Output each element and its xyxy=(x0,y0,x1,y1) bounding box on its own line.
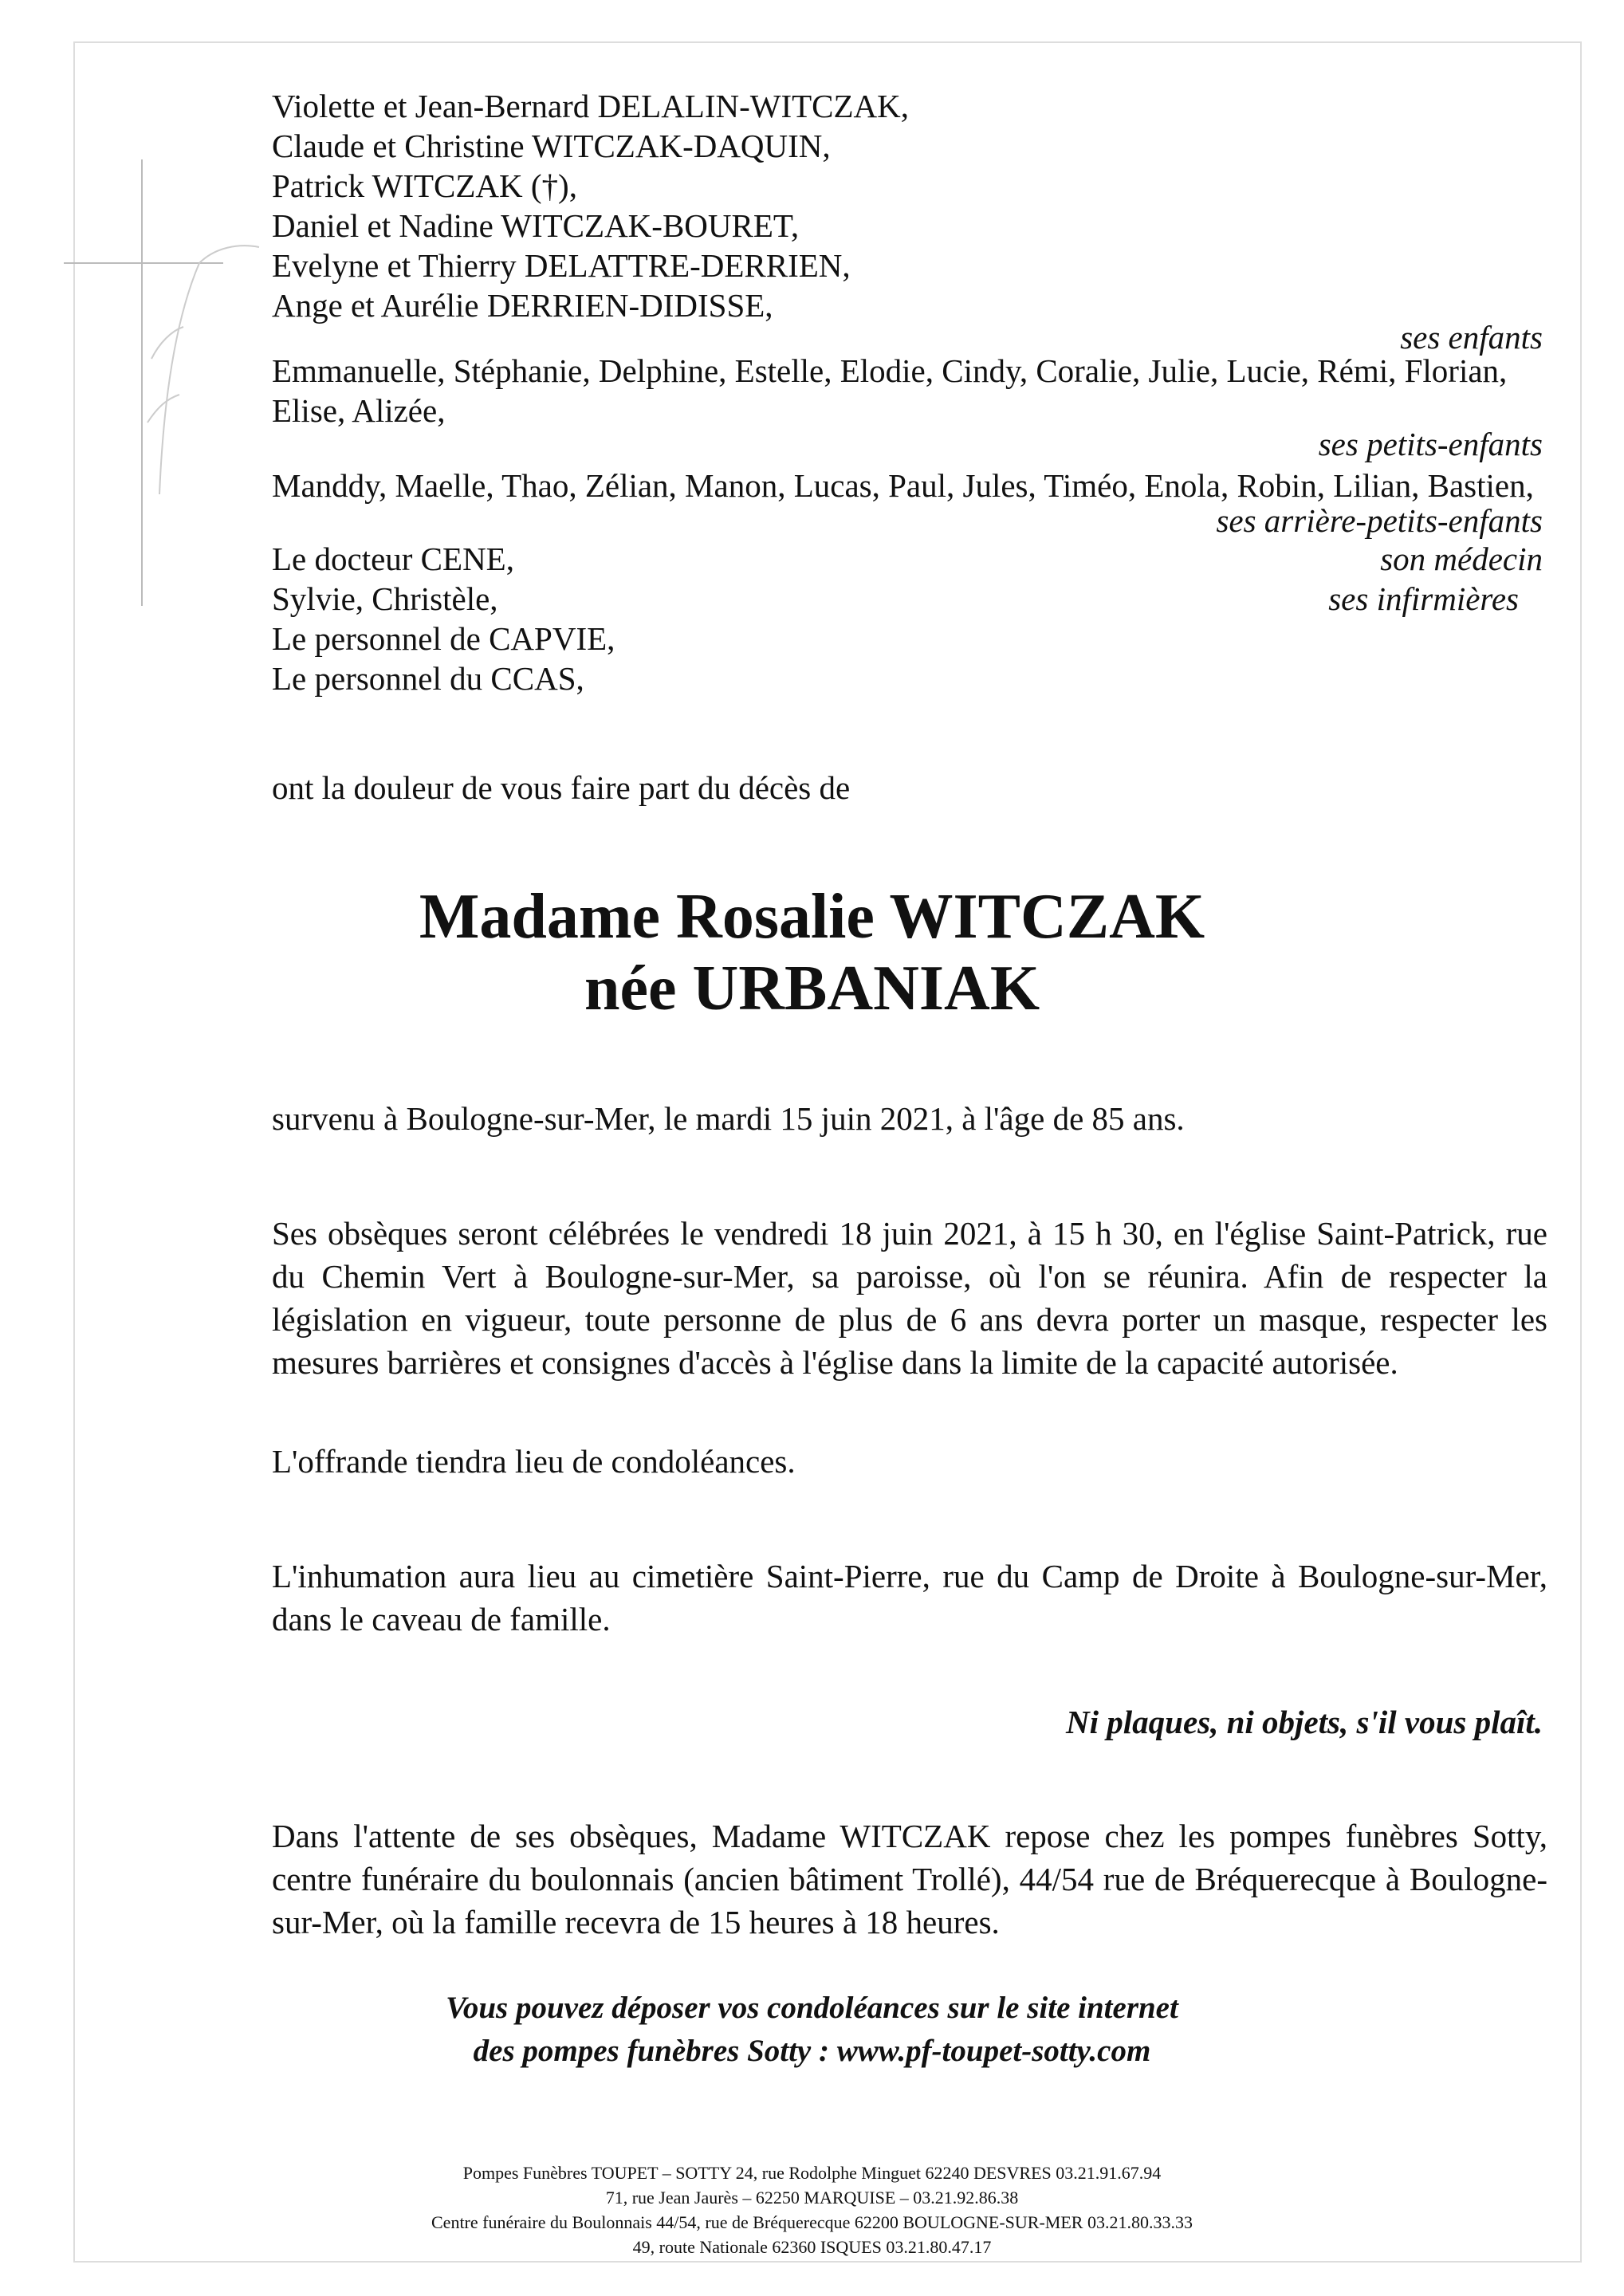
deceased-birth-name: née URBANIAK xyxy=(584,953,1040,1024)
family-line-3: Patrick WITCZAK (†), xyxy=(272,167,577,204)
condolences-line-2: des pompes funèbres Sotty : www.pf-toupet-sotty.com xyxy=(473,2034,1151,2068)
condolences-line-1: Vous pouvez déposer vos condoléances sur le site internet xyxy=(446,1991,1178,2025)
announcement: ont la douleur de vous faire part du décès de xyxy=(272,769,851,806)
family-line-6: Ange et Aurélie DERRIEN-DIDISSE, xyxy=(272,287,773,324)
children-label: ses enfants xyxy=(1400,319,1543,356)
nurses-line: Sylvie, Christèle, xyxy=(272,580,498,617)
viewing-paragraph: Dans l'attente de ses obsèques, Madame WITCZAK repose chez les pompes funèbres Sotty, centre funéraire du boulonnais (ancien bâtiment Trollé), 44/54 rue de Bréquerecque à Boulogne-sur-Mer, où la famille recevra de 15 heures à 18 heures. xyxy=(272,1818,1547,1940)
family-line-5: Evelyne et Thierry DELATTRE-DERRIEN, xyxy=(272,247,851,284)
doctor-line: Le docteur CENE, xyxy=(272,541,514,577)
offering-text: L'offrande tiendra lieu de condoléances. xyxy=(272,1443,796,1480)
grandchildren-line-1: Emmanuelle, Stéphanie, Delphine, Estelle, Elodie, Cindy, Coralie, Julie, Lucie, Rémi, Florian, xyxy=(272,352,1508,389)
burial-paragraph: L'inhumation aura lieu au cimetière Saint-Pierre, rue du Camp de Droite à Boulogne-sur-Mer, dans le caveau de famille. xyxy=(272,1558,1547,1637)
doctor-label: son médecin xyxy=(1380,541,1543,577)
family-line-1: Violette et Jean-Bernard DELALIN-WITCZAK, xyxy=(272,88,910,124)
staff-line-2: Le personnel du CCAS, xyxy=(272,660,584,697)
footer-line-4: 49, route Nationale 62360 ISQUES 03.21.80.47.17 xyxy=(632,2237,992,2257)
death-info: survenu à Boulogne-sur-Mer, le mardi 15 juin 2021, à l'âge de 85 ans. xyxy=(272,1100,1185,1137)
footer-line-3: Centre funéraire du Boulonnais 44/54, rue de Bréquerecque 62200 BOULOGNE-SUR-MER 03.21.80.33.33 xyxy=(431,2212,1193,2232)
great-grandchildren-line: Manddy, Maelle, Thao, Zélian, Manon, Lucas, Paul, Jules, Timéo, Enola, Robin, Lilian, Bastien, xyxy=(272,467,1534,504)
great-grandchildren-label: ses arrière-petits-enfants xyxy=(1216,502,1543,539)
footer-line-2: 71, rue Jean Jaurès – 62250 MARQUISE – 03.21.92.86.38 xyxy=(605,2188,1019,2208)
grandchildren-label: ses petits-enfants xyxy=(1318,426,1543,462)
cross-lily-icon xyxy=(64,159,263,606)
family-line-2: Claude et Christine WITCZAK-DAQUIN, xyxy=(272,128,831,164)
staff-line-1: Le personnel de CAPVIE, xyxy=(272,620,615,657)
footer-line-1: Pompes Funèbres TOUPET – SOTTY 24, rue Rodolphe Minguet 62240 DESVRES 03.21.91.67.94 xyxy=(462,2163,1162,2183)
family-line-4: Daniel et Nadine WITCZAK-BOURET, xyxy=(272,207,800,244)
no-flowers-note: Ni plaques, ni objets, s'il vous plaît. xyxy=(1066,1704,1543,1740)
deceased-name: Madame Rosalie WITCZAK xyxy=(419,882,1205,952)
nurses-label: ses infirmières xyxy=(1328,580,1519,617)
funeral-paragraph: Ses obsèques seront célébrées le vendredi 18 juin 2021, à 15 h 30, en l'église Saint-Patrick, rue du Chemin Vert à Boulogne-sur-Mer, sa paroisse, où l'on se réunira. Afin de respecter la législation en vigueur, toute personne de plus de 6 ans devra porter un masque, respecter les mesures barrières et consignes d'accès à l'église dans la limite de la capacité autorisée. xyxy=(272,1215,1547,1381)
grandchildren-line-2: Elise, Alizée, xyxy=(272,392,446,429)
